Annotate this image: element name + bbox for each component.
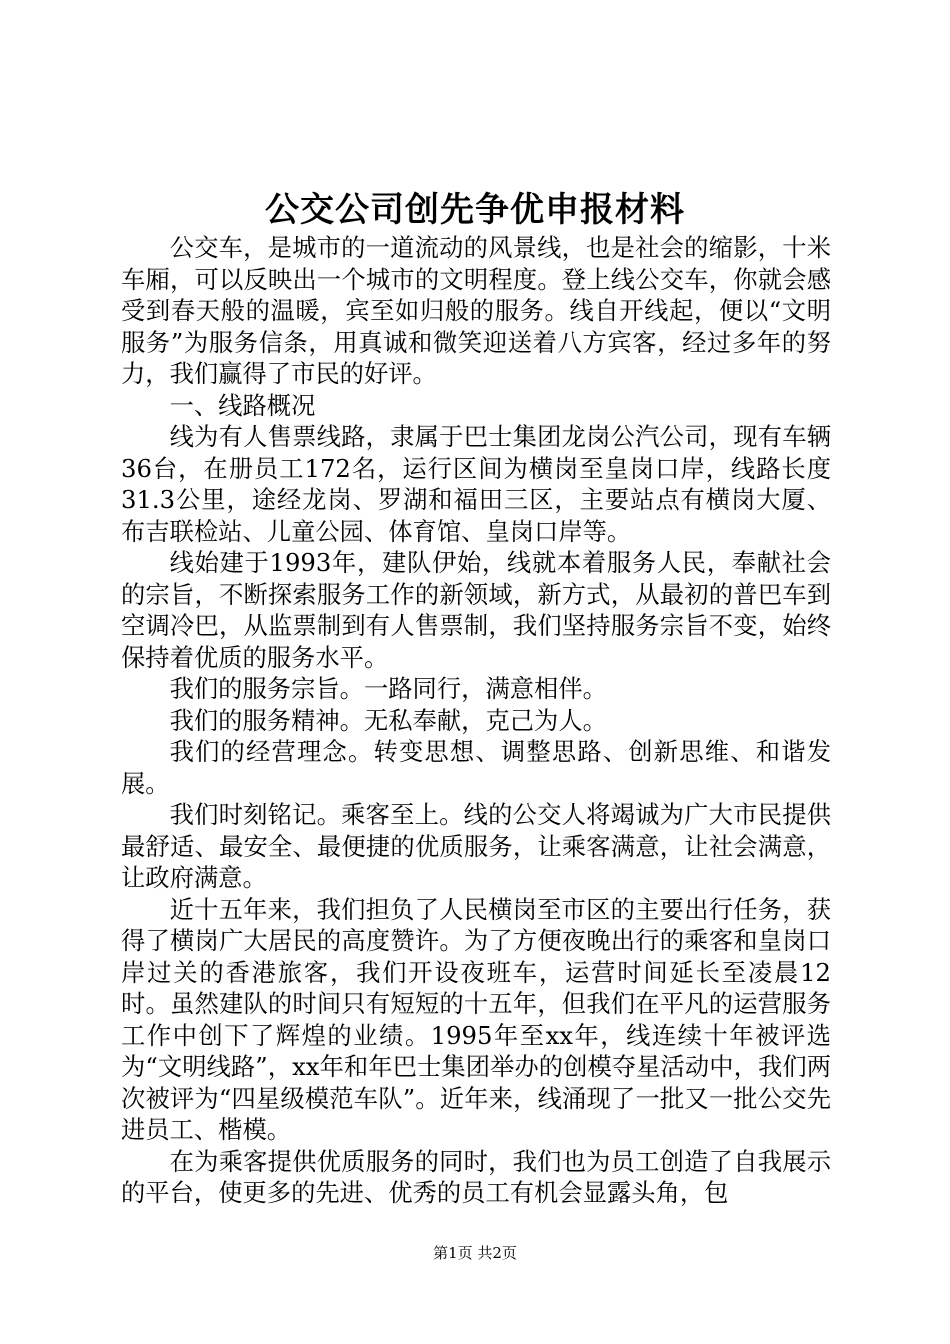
paragraph-history: 线始建于1993年，建队伊始，线就本着服务人民，奉献社会的宗旨，不断探索服务工作的新领域，新方式，从最初的普巴车到空调冷巴，从监票制到有人售票制，我们坚持服务宗旨不变，始终保持着优质的服务水平。 (121, 548, 831, 672)
paragraph-employee-platform: 在为乘客提供优质服务的同时，我们也为员工创造了自我展示的平台，使更多的先进、优秀的员工有机会显露头角，包 (121, 1146, 831, 1207)
paragraph-route-info: 线为有人售票线路，隶属于巴士集团龙岗公汽公司，现有车辆36台，在册员工172名，运行区间为横岗至皇岗口岸，线路长度31.3公里，途经龙岗、罗湖和福田三区，主要站点有横岗大厦、布吉联检站、儿童公园、体育馆、皇岗口岸等。 (121, 422, 831, 546)
paragraph-service-tenet: 我们的服务宗旨。一路同行，满意相伴。 (169, 674, 607, 703)
paragraph-service-spirit: 我们的服务精神。无私奉献，克己为人。 (169, 705, 607, 735)
paragraph-passenger-first: 我们时刻铭记。乘客至上。线的公交人将竭诚为广大市民提供最舒适、最安全、最便捷的优质服务，让乘客满意，让社会满意，让政府满意。 (121, 800, 831, 892)
document-title: 公交公司创先争优申报材料 (265, 190, 685, 230)
document-body (121, 232, 831, 1209)
paragraph-intro: 公交车，是城市的一道流动的风景线，也是社会的缩影，十米车厢，可以反映出一个城市的文明程度。登上线公交车，你就会感受到春天般的温暖，宾至如归般的服务。线自开线起，便以“文明服务”为服务信条，用真诚和微笑迎送着八方宾客，经过多年的努力，我们赢得了市民的好评。 (121, 233, 831, 388)
section-heading-route-overview: 一、线路概况 (169, 390, 316, 420)
paragraph-achievements: 近十五年来，我们担负了人民横岗至市区的主要出行任务，获得了横岗广大居民的高度赞许。为了方便夜晚出行的乘客和皇岗口岸过关的香港旅客，我们开设夜班车，运营时间延长至凌晨12时。虽然建队的时间只有短短的十五年，但我们在平凡的运营服务工作中创下了辉煌的业绩。1995年至xx年，线连续十年被评选为“文明线路”，xx年和年巴士集团举办的创模夺星活动中，我们两次被评为“四星级模范车队”。近年来，线涌现了一批又一批公交先进员工、楷模。 (121, 894, 831, 1144)
page-footer: 第1页 共2页 (433, 1244, 517, 1262)
paragraph-business-philosophy: 我们的经营理念。转变思想、调整思路、创新思维、和谐发展。 (121, 737, 831, 798)
